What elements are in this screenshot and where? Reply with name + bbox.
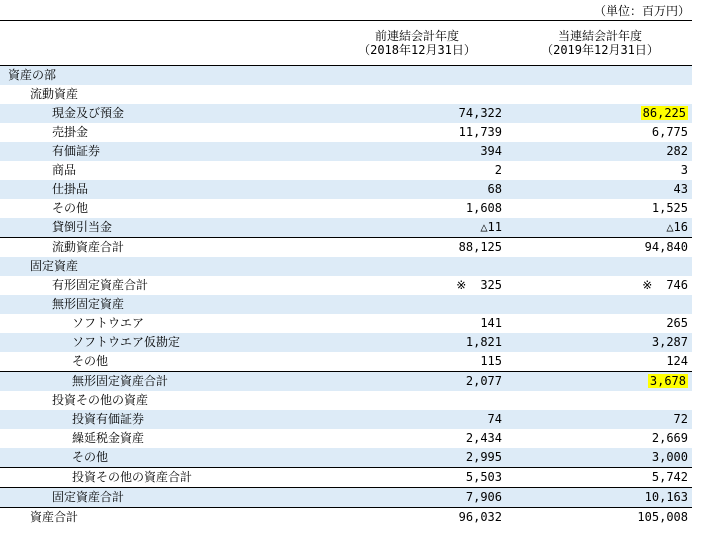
row-label: 有価証券 bbox=[0, 142, 326, 161]
prev-value bbox=[326, 257, 508, 276]
prev-value: △11 bbox=[326, 218, 508, 238]
table-row bbox=[0, 66, 692, 86]
curr-value: 3 bbox=[680, 163, 688, 177]
prev-year-date: （2018年12月31日） bbox=[358, 43, 476, 57]
balance-sheet-table bbox=[0, 20, 692, 527]
curr-value bbox=[508, 257, 692, 276]
table-row bbox=[0, 276, 692, 295]
prev-value: 2,434 bbox=[465, 431, 502, 445]
prev-value: 2,995 bbox=[326, 448, 508, 468]
prev-value: 7,906 bbox=[326, 488, 508, 508]
row-label: 固定資産合計 bbox=[0, 488, 326, 508]
row-label: 商品 bbox=[52, 163, 77, 177]
row-label: 売掛金 bbox=[52, 125, 89, 139]
prev-value bbox=[326, 391, 508, 410]
table-row bbox=[0, 104, 692, 123]
prev-year-header bbox=[326, 21, 508, 66]
prev-value: 68 bbox=[326, 180, 508, 199]
highlighted-value: 86,225 bbox=[642, 106, 686, 120]
table-row bbox=[0, 123, 692, 142]
curr-value: △16 bbox=[508, 218, 692, 238]
curr-value: 2,669 bbox=[651, 431, 688, 445]
row-label: 投資その他の資産合計 bbox=[0, 468, 326, 488]
prev-value: 2,077 bbox=[326, 372, 508, 392]
prev-value: 88,125 bbox=[326, 238, 508, 258]
curr-amount: 746 bbox=[666, 278, 688, 292]
row-label: 固定資産 bbox=[0, 257, 326, 276]
curr-value bbox=[508, 372, 692, 392]
curr-value: 43 bbox=[508, 180, 692, 199]
row-label: 投資有価証券 bbox=[0, 410, 326, 429]
table-row bbox=[0, 448, 692, 468]
row-label: 仕掛品 bbox=[0, 180, 326, 199]
curr-value: 6,775 bbox=[651, 125, 688, 139]
curr-year-title: 当連結会計年度 bbox=[557, 29, 642, 43]
prev-value: 11,739 bbox=[458, 125, 502, 139]
curr-year-header bbox=[508, 21, 692, 66]
prev-value bbox=[326, 66, 508, 86]
table-row bbox=[0, 468, 692, 488]
curr-value: 5,742 bbox=[508, 468, 692, 488]
table-row bbox=[0, 333, 692, 352]
curr-value bbox=[508, 295, 692, 314]
curr-value: 124 bbox=[666, 354, 688, 368]
curr-value bbox=[508, 85, 692, 104]
row-label: 資産合計 bbox=[0, 508, 326, 528]
prev-value bbox=[326, 85, 508, 104]
unit-note: （単位：百万円） bbox=[593, 4, 690, 18]
curr-value: 72 bbox=[508, 410, 692, 429]
prev-value: 96,032 bbox=[326, 508, 508, 528]
prev-value bbox=[326, 276, 508, 295]
curr-value bbox=[508, 66, 692, 86]
row-label: 無形固定資産合計 bbox=[0, 372, 326, 392]
curr-value: 1,525 bbox=[651, 201, 688, 215]
prev-value: 2 bbox=[494, 163, 502, 177]
curr-value: 282 bbox=[508, 142, 692, 161]
table-row bbox=[0, 372, 692, 392]
prev-year-title: 前連結会計年度 bbox=[374, 29, 459, 43]
curr-value bbox=[508, 104, 692, 123]
prev-value: 141 bbox=[480, 316, 502, 330]
row-label: 流動資産 bbox=[30, 87, 79, 101]
row-label: 無形固定資産 bbox=[0, 295, 326, 314]
table-row bbox=[0, 142, 692, 161]
curr-value: 3,287 bbox=[508, 333, 692, 352]
table-row bbox=[0, 429, 692, 448]
prev-value: 1,608 bbox=[465, 201, 502, 215]
row-label: ソフトウエア bbox=[72, 316, 145, 330]
table-row bbox=[0, 85, 692, 104]
prev-value bbox=[326, 295, 508, 314]
table-header-row bbox=[0, 21, 692, 66]
highlighted-value: 3,678 bbox=[649, 374, 686, 388]
row-label: 投資その他の資産 bbox=[52, 393, 149, 407]
row-label: 流動資産合計 bbox=[0, 238, 326, 258]
table-row bbox=[0, 508, 692, 528]
curr-year-date: （2019年12月31日） bbox=[541, 43, 659, 57]
table-row bbox=[0, 488, 692, 508]
curr-value bbox=[508, 276, 692, 295]
table-row bbox=[0, 199, 692, 218]
row-label: ソフトウエア仮勘定 bbox=[0, 333, 326, 352]
label-column-header bbox=[0, 21, 326, 66]
row-label: その他 bbox=[52, 201, 89, 215]
table-row bbox=[0, 161, 692, 180]
row-label: その他 bbox=[72, 354, 109, 368]
curr-value: 105,008 bbox=[508, 508, 692, 528]
row-label: 資産の部 bbox=[0, 66, 326, 86]
curr-value: 265 bbox=[666, 316, 688, 330]
table-row bbox=[0, 410, 692, 429]
prev-value: 115 bbox=[480, 354, 502, 368]
table-row bbox=[0, 314, 692, 333]
prev-value: 1,821 bbox=[326, 333, 508, 352]
prev-amount: 325 bbox=[480, 278, 502, 292]
table-row bbox=[0, 391, 692, 410]
row-label: 貸倒引当金 bbox=[0, 218, 326, 238]
row-label: その他 bbox=[0, 448, 326, 468]
row-label: 繰延税金資産 bbox=[72, 431, 145, 445]
note-mark: ※ bbox=[642, 278, 653, 292]
row-label: 現金及び預金 bbox=[0, 104, 326, 123]
note-mark: ※ bbox=[456, 278, 467, 292]
row-label: 有形固定資産合計 bbox=[52, 278, 149, 292]
table-row bbox=[0, 257, 692, 276]
prev-value: 74,322 bbox=[326, 104, 508, 123]
curr-value: 94,840 bbox=[508, 238, 692, 258]
prev-value: 74 bbox=[326, 410, 508, 429]
curr-value bbox=[508, 391, 692, 410]
table-row bbox=[0, 218, 692, 238]
table-row bbox=[0, 352, 692, 372]
curr-value: 10,163 bbox=[508, 488, 692, 508]
table-row bbox=[0, 295, 692, 314]
prev-value: 5,503 bbox=[326, 468, 508, 488]
prev-value: 394 bbox=[326, 142, 508, 161]
table-row bbox=[0, 238, 692, 258]
curr-value: 3,000 bbox=[508, 448, 692, 468]
table-row bbox=[0, 180, 692, 199]
